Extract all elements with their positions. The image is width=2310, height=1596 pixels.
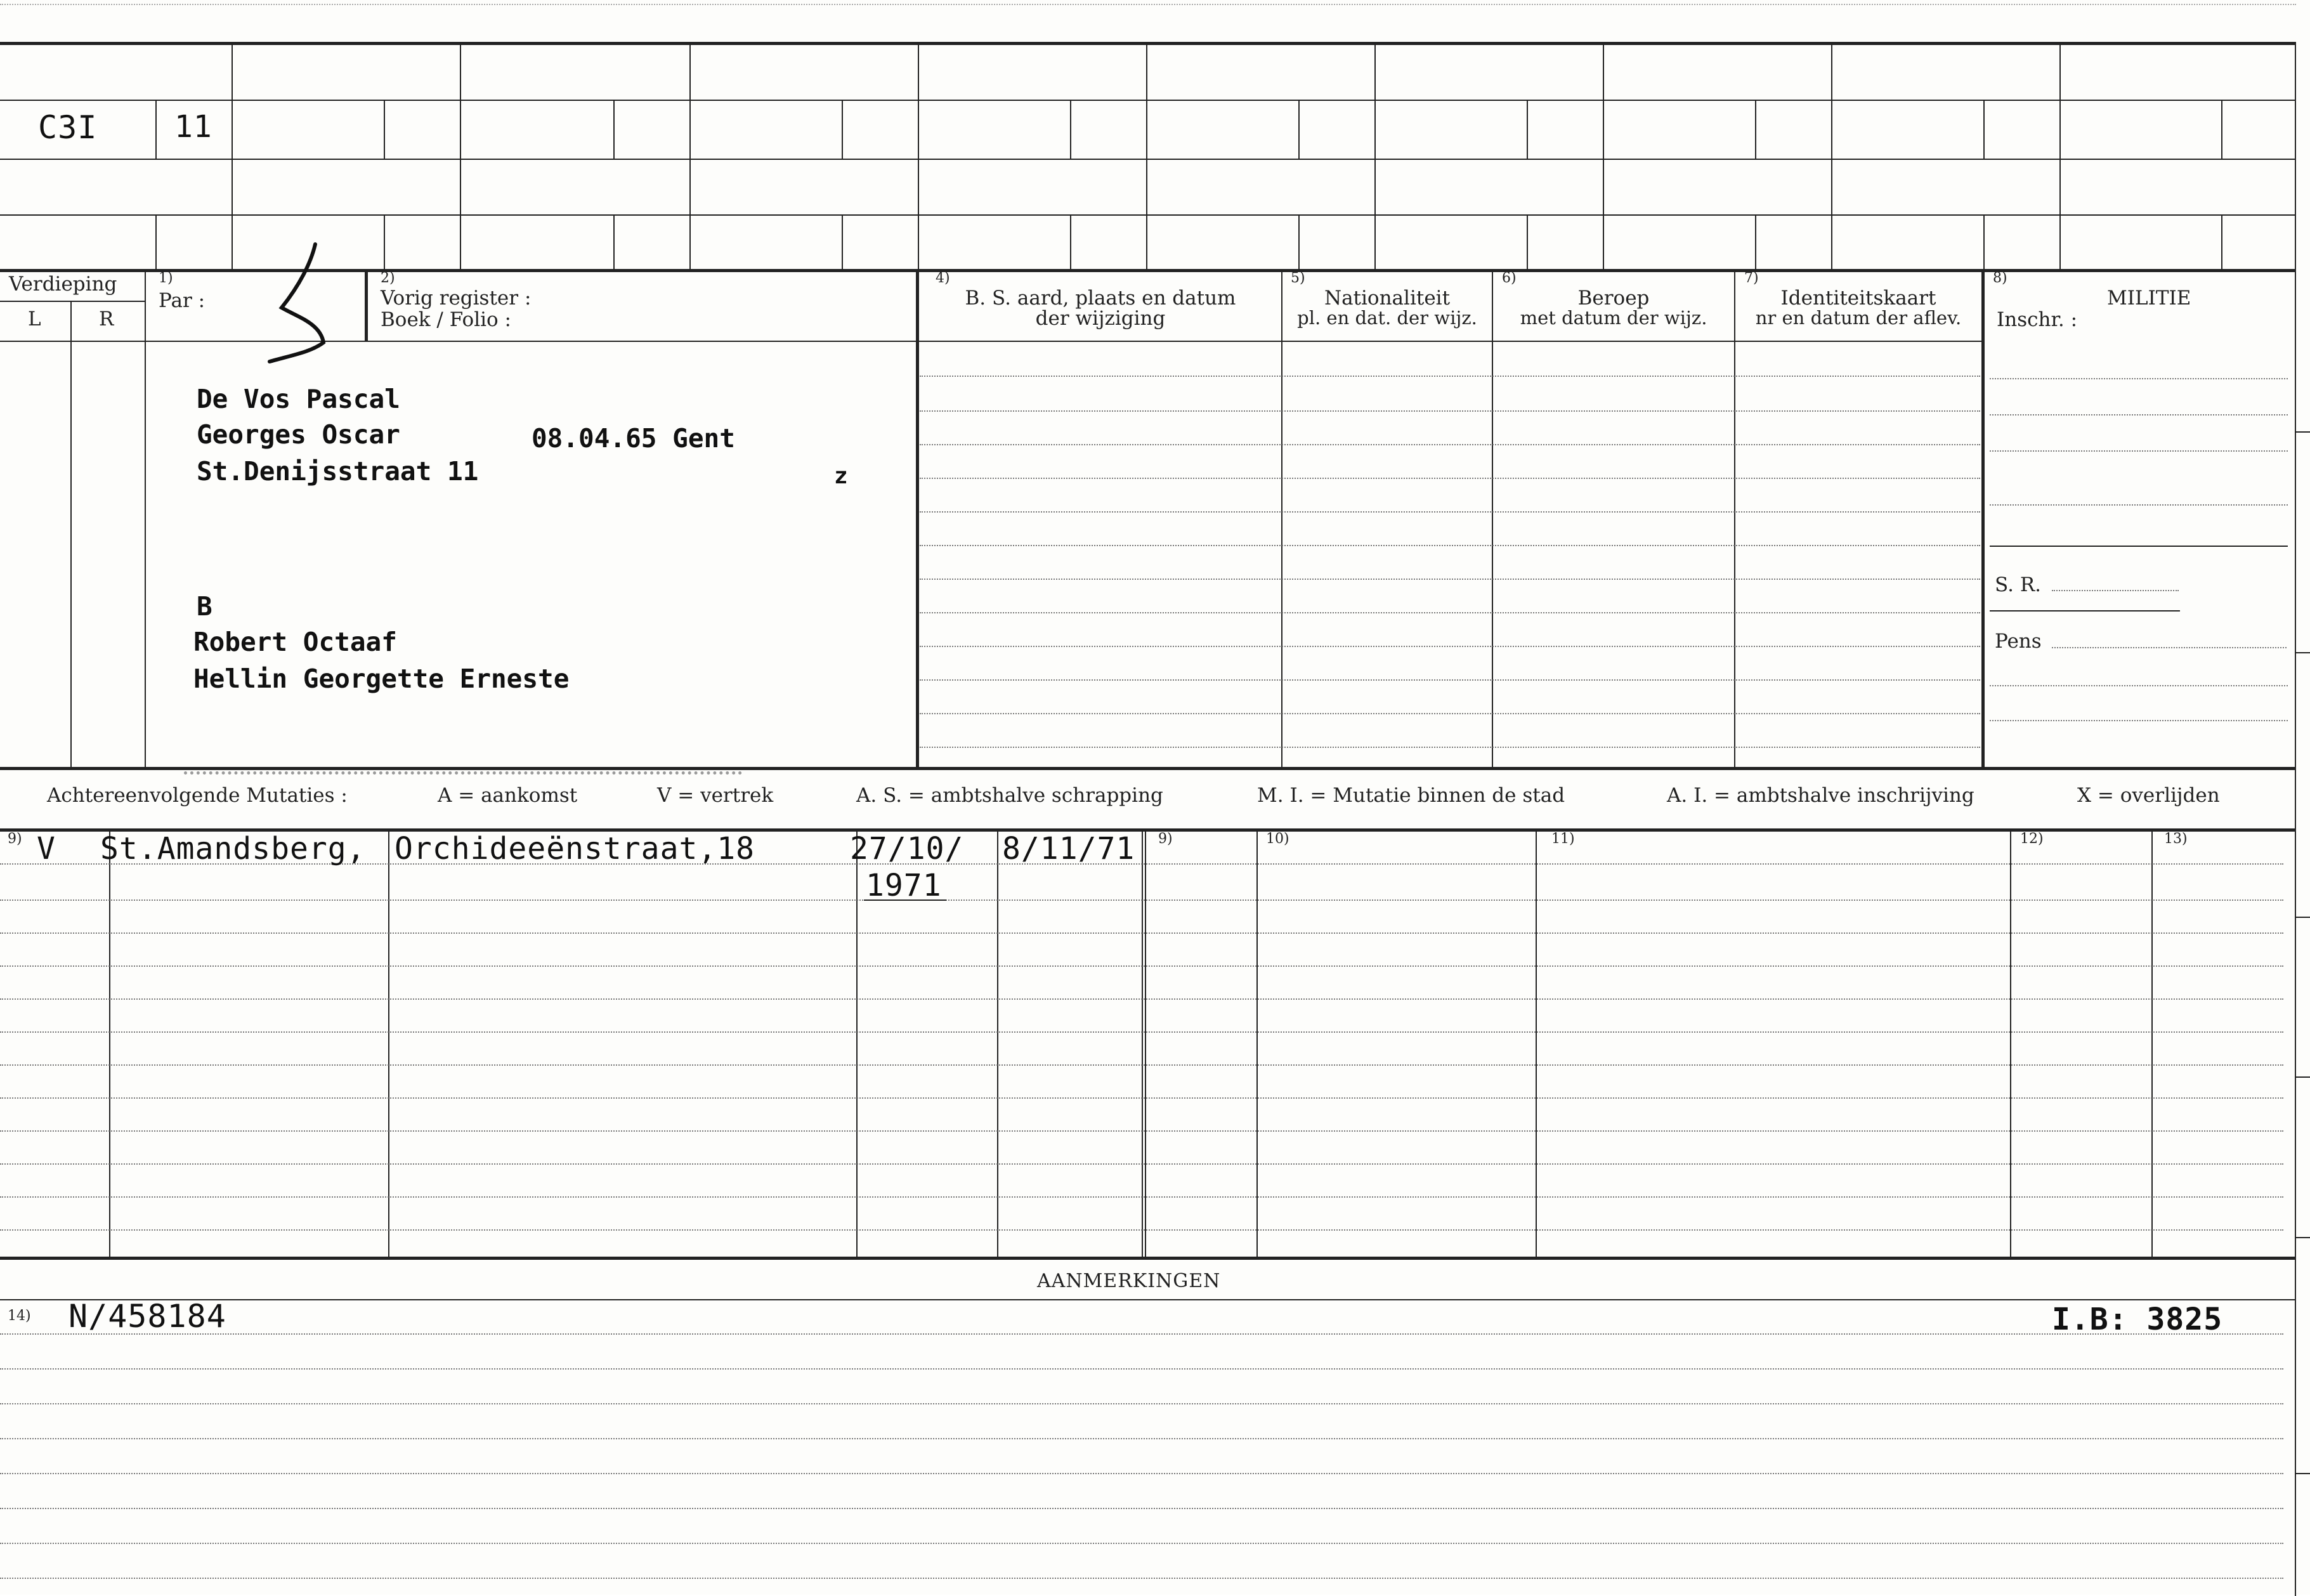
ruled-line xyxy=(920,545,1980,546)
grid-vline xyxy=(1831,42,1832,269)
grid-vline xyxy=(1374,42,1376,269)
grid-vline xyxy=(1298,100,1300,159)
mutation-date1: 27/10/ xyxy=(850,831,964,867)
legend-top-line xyxy=(0,767,2296,770)
grid-vline xyxy=(842,100,843,159)
person-birth: 08.04.65 Gent xyxy=(532,423,735,454)
grid-line xyxy=(0,214,2296,216)
ruled-line xyxy=(920,612,1980,613)
col13-number: 13) xyxy=(2164,831,2188,847)
sr-field xyxy=(2052,590,2179,591)
l-label: L xyxy=(28,308,41,330)
boek-folio-label: Boek / Folio : xyxy=(381,308,511,331)
militie-line xyxy=(1990,720,2288,721)
mutation-vline xyxy=(1536,828,1537,1257)
grid-vline xyxy=(613,100,615,159)
mutation-street: Orchideeënstraat,18 xyxy=(395,831,755,867)
militie-line xyxy=(1990,450,2288,452)
col8-number: 8) xyxy=(1993,270,2007,286)
edge-tick xyxy=(2296,1076,2310,1078)
par-label: Par : xyxy=(159,289,206,312)
mutation-vline xyxy=(1256,828,1258,1257)
remarks-line xyxy=(0,1473,2283,1474)
ruled-line xyxy=(920,478,1980,479)
col7-number: 7) xyxy=(1744,270,1759,286)
mutation-vline xyxy=(388,828,389,1257)
date-underline xyxy=(864,899,946,901)
legend-v: V = vertrek xyxy=(657,784,774,807)
pen-stroke xyxy=(266,238,336,365)
col14-number: 14) xyxy=(8,1308,31,1324)
col10-number: 10) xyxy=(1266,831,1289,847)
person-father: Robert Octaaf xyxy=(193,627,397,657)
mutation-row-line xyxy=(0,1097,2283,1099)
remarks-line xyxy=(0,1543,2283,1544)
remarks-line xyxy=(0,1578,2283,1579)
edge-tick xyxy=(2296,917,2310,918)
header-vline xyxy=(916,269,919,767)
col2-number: 2) xyxy=(381,270,395,286)
grid-vline xyxy=(1298,214,1300,269)
legend-a: A = aankomst xyxy=(438,784,578,807)
col1-number: 1) xyxy=(159,270,173,286)
grid-vline xyxy=(1527,100,1528,159)
right-border xyxy=(2295,42,2296,1596)
mutation-row-line xyxy=(0,932,2283,934)
bs-label: B. S. aard, plaats en datum xyxy=(965,287,1236,310)
legend-as: A. S. = ambtshalve schrapping xyxy=(856,784,1163,807)
militie-line xyxy=(1990,504,2288,506)
header-vline xyxy=(1981,269,1985,767)
grid-vline xyxy=(384,214,385,269)
mutation-row-line xyxy=(0,1229,2283,1231)
ruled-line xyxy=(920,410,1980,412)
header-vline xyxy=(1492,269,1493,767)
remarks-ib: I.B: 3825 xyxy=(2052,1302,2223,1337)
legend-x: X = overlijden xyxy=(2077,784,2220,807)
nationaliteit-label-line2: pl. en dat. der wijz. xyxy=(1297,307,1477,329)
legend-ai: A. I. = ambtshalve inschrijving xyxy=(1667,784,1974,807)
identiteitskaart-label: Identiteitskaart xyxy=(1780,287,1936,310)
col11-number: 11) xyxy=(1551,831,1575,847)
mutation-row-line xyxy=(0,1130,2283,1132)
beroep-label-line2: met datum der wijz. xyxy=(1520,307,1707,329)
remarks-line xyxy=(0,1438,2283,1439)
grid-vline xyxy=(689,42,691,269)
person-address: St.Denijsstraat 11 xyxy=(197,456,479,487)
top-number: 11 xyxy=(174,109,212,145)
grid-vline xyxy=(1755,214,1756,269)
edge-tick xyxy=(2296,1237,2310,1238)
edge-tick xyxy=(2296,652,2310,653)
top-edge-noise xyxy=(0,4,2296,5)
mutation-row-line xyxy=(0,1163,2283,1165)
mutation-date1-year: 1971 xyxy=(866,868,942,903)
grid-vline xyxy=(842,214,843,269)
person-given-names: Georges Oscar xyxy=(197,419,400,450)
ruled-line xyxy=(920,713,1980,714)
header-vline xyxy=(1281,269,1282,767)
grid-vline xyxy=(1146,42,1147,269)
header-vline xyxy=(1734,269,1735,767)
grid-vline xyxy=(1603,42,1604,269)
grid-vline xyxy=(384,100,385,159)
ruled-line xyxy=(920,579,1980,580)
person-mother: Hellin Georgette Erneste xyxy=(193,664,570,694)
militie-line xyxy=(1990,685,2288,686)
mutation-row-line xyxy=(0,899,2283,901)
remarks-line xyxy=(0,1333,2283,1335)
remarks-reference: N/458184 xyxy=(69,1298,226,1335)
grid-vline xyxy=(1755,100,1756,159)
beroep-label: Beroep xyxy=(1577,287,1650,310)
grid-vline xyxy=(1983,214,1985,269)
edge-tick xyxy=(2296,1473,2310,1474)
r-label: R xyxy=(99,308,114,330)
col9b-number: 9) xyxy=(1158,831,1173,847)
col5-number: 5) xyxy=(1291,270,1305,286)
grid-vline xyxy=(1983,100,1985,159)
grid-vline xyxy=(2221,100,2222,159)
grid-vline xyxy=(1527,214,1528,269)
identiteitskaart-label-line2: nr en datum der aflev. xyxy=(1755,307,1962,329)
mutation-vline xyxy=(109,828,110,1257)
col12-number: 12) xyxy=(2020,831,2044,847)
grid-vline xyxy=(155,214,157,269)
ruled-line xyxy=(920,376,1980,377)
militie-line xyxy=(1990,546,2288,547)
bs-label-line2: der wijziging xyxy=(1035,307,1166,330)
col6-number: 6) xyxy=(1502,270,1517,286)
grid-vline xyxy=(155,100,157,159)
inschr-label: Inschr. : xyxy=(1997,308,2078,331)
ruled-line xyxy=(920,747,1980,748)
mutation-vline xyxy=(856,828,858,1257)
person-letter: B xyxy=(197,591,212,622)
militie-line xyxy=(1990,414,2288,415)
header-vline xyxy=(70,301,72,767)
remarks-line xyxy=(0,1508,2283,1509)
ruled-line xyxy=(920,646,1980,647)
mutation-row-line xyxy=(0,1064,2283,1066)
col9-number: 9) xyxy=(8,831,22,847)
mutation-vline xyxy=(2151,828,2153,1257)
militie-line xyxy=(1990,378,2288,379)
militie-label: MILITIE xyxy=(2107,287,2191,310)
verdieping-label: Verdieping xyxy=(9,273,117,296)
header-line xyxy=(0,301,145,302)
mutation-vline xyxy=(2010,828,2011,1257)
top-border xyxy=(0,42,2296,45)
militie-line xyxy=(1990,610,2180,612)
ruled-line xyxy=(920,679,1980,681)
vorig-register-label: Vorig register : xyxy=(381,287,532,310)
grid-line xyxy=(0,159,2296,160)
sr-label: S. R. xyxy=(1995,573,2042,596)
grid-vline xyxy=(613,214,615,269)
mutation-row-line xyxy=(0,998,2283,1000)
legend-mi: M. I. = Mutatie binnen de stad xyxy=(1257,784,1565,807)
edge-tick xyxy=(2296,431,2310,433)
header-vline xyxy=(365,269,368,341)
col4-number: 4) xyxy=(936,270,950,286)
grid-vline xyxy=(460,42,461,269)
mutation-row-line xyxy=(0,1196,2283,1198)
mutation-vline xyxy=(1142,828,1146,1257)
person-mark: z xyxy=(834,463,848,489)
mutation-bottom-line xyxy=(0,1257,2296,1260)
top-code: C3I xyxy=(38,109,98,146)
remarks-title: AANMERKINGEN xyxy=(1037,1270,1221,1292)
remarks-top-line xyxy=(0,1299,2296,1300)
mutation-place: St.Amandsberg, xyxy=(100,831,366,867)
grid-line xyxy=(0,269,2296,272)
pens-field xyxy=(2052,647,2287,648)
mutation-type: V xyxy=(37,831,56,867)
scan-noise xyxy=(184,771,742,775)
person-name: De Vos Pascal xyxy=(197,384,400,414)
grid-vline xyxy=(232,42,233,269)
ruled-line xyxy=(920,511,1980,513)
pens-label: Pens xyxy=(1995,630,2042,653)
grid-line xyxy=(0,100,2296,101)
header-vline xyxy=(145,269,146,767)
mutation-row-line xyxy=(0,1031,2283,1033)
grid-vline xyxy=(2221,214,2222,269)
ruled-line xyxy=(920,444,1980,445)
mutation-row-line xyxy=(0,965,2283,967)
grid-vline xyxy=(1070,100,1071,159)
remarks-line xyxy=(0,1403,2283,1404)
grid-vline xyxy=(2059,42,2061,269)
mutation-vline xyxy=(997,828,998,1257)
mutation-date2: 8/11/71 xyxy=(1002,831,1135,867)
grid-vline xyxy=(918,42,919,269)
grid-vline xyxy=(1070,214,1071,269)
nationaliteit-label: Nationaliteit xyxy=(1324,287,1451,310)
remarks-line xyxy=(0,1368,2283,1370)
legend-title: Achtereenvolgende Mutaties : xyxy=(47,784,348,807)
